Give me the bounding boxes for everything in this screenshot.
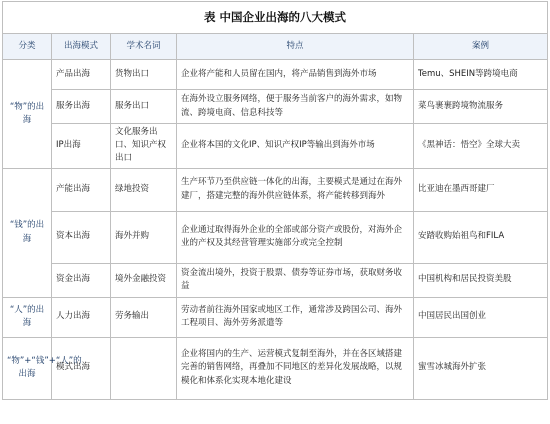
table-row — [3, 337, 548, 399]
mode-cell: 人力出海 — [52, 297, 111, 337]
category-money: “钱”的出海 — [3, 168, 52, 297]
term-cell: 境外金融投资 — [111, 263, 177, 297]
header-term: 学术名词 — [111, 34, 177, 60]
header-example: 案例 — [414, 34, 548, 60]
example-cell: 比亚迪在墨西哥建厂 — [414, 168, 548, 211]
header-mode: 出海模式 — [52, 34, 111, 60]
term-cell: 绿地投资 — [111, 168, 177, 211]
feature-cell: 生产环节乃至供应链一体化的出海，主要模式是通过在海外建厂，搭建完整的海外供应链体系，将产能转移到海外 — [177, 168, 414, 211]
feature-cell: 企业将本国的文化IP、知识产权IP等输出到海外市场 — [177, 124, 414, 169]
table-row — [3, 263, 548, 297]
outbound-modes-table — [2, 1, 548, 400]
mode-cell: 服务出海 — [52, 90, 111, 124]
term-cell: 服务出口 — [111, 90, 177, 124]
mode-cell: 产能出海 — [52, 168, 111, 211]
feature-cell: 在海外设立服务网络，便于服务当前客户的海外需求，如物流、跨境电商、信息科技等 — [177, 90, 414, 124]
term-cell — [111, 337, 177, 399]
mode-cell: 资金出海 — [52, 263, 111, 297]
category-people: “人”的出海 — [3, 297, 52, 337]
category-goods: “物”的出海 — [3, 60, 52, 169]
mode-cell: 模式出海 — [52, 337, 111, 399]
table-row — [3, 124, 548, 169]
feature-cell: 企业将产能和人员留在国内，将产品销售到海外市场 — [177, 60, 414, 90]
example-cell: 蜜雪冰城海外扩张 — [414, 337, 548, 399]
table-row — [3, 297, 548, 337]
example-cell: 中国机构和居民投资美股 — [414, 263, 548, 297]
feature-cell: 劳动者前往海外国家或地区工作，通常涉及跨国公司、海外工程项目、海外劳务派遣等 — [177, 297, 414, 337]
example-cell: 中国居民出国创业 — [414, 297, 548, 337]
table-title: 表 中国企业出海的八大模式 — [3, 2, 548, 34]
example-cell: 《黑神话：悟空》全球大卖 — [414, 124, 548, 169]
header-category: 分类 — [3, 34, 52, 60]
feature-cell: 企业通过取得海外企业的全部或部分资产或股份，对海外企业的产权及其经营管理实施部分或完全控制 — [177, 211, 414, 263]
mode-cell: 产品出海 — [52, 60, 111, 90]
table-container — [2, 1, 547, 400]
header-feature: 特点 — [177, 34, 414, 60]
table-row — [3, 168, 548, 211]
feature-cell: 资金流出境外，投资于股票、债券等证券市场，获取财务收益 — [177, 263, 414, 297]
example-cell: 菜鸟裹裹跨境物流服务 — [414, 90, 548, 124]
example-cell: 安踏收购始祖鸟和FILA — [414, 211, 548, 263]
category-combined: “物”+“钱”+“人”的出海 — [3, 337, 52, 399]
mode-cell: IP出海 — [52, 124, 111, 169]
term-cell: 文化服务出口、知识产权出口 — [111, 124, 177, 169]
feature-cell: 企业将国内的生产、运营模式复制至海外，并在各区域搭建完善的销售网络，再叠加不同地区的差异化发展战略，以规模化和体系化实现本地化建设 — [177, 337, 414, 399]
table-row — [3, 60, 548, 90]
table-row — [3, 90, 548, 124]
term-cell: 劳务输出 — [111, 297, 177, 337]
term-cell: 货物出口 — [111, 60, 177, 90]
example-cell: Temu、SHEIN等跨境电商 — [414, 60, 548, 90]
header-row — [3, 34, 548, 60]
table-row — [3, 211, 548, 263]
mode-cell: 资本出海 — [52, 211, 111, 263]
term-cell: 海外并购 — [111, 211, 177, 263]
